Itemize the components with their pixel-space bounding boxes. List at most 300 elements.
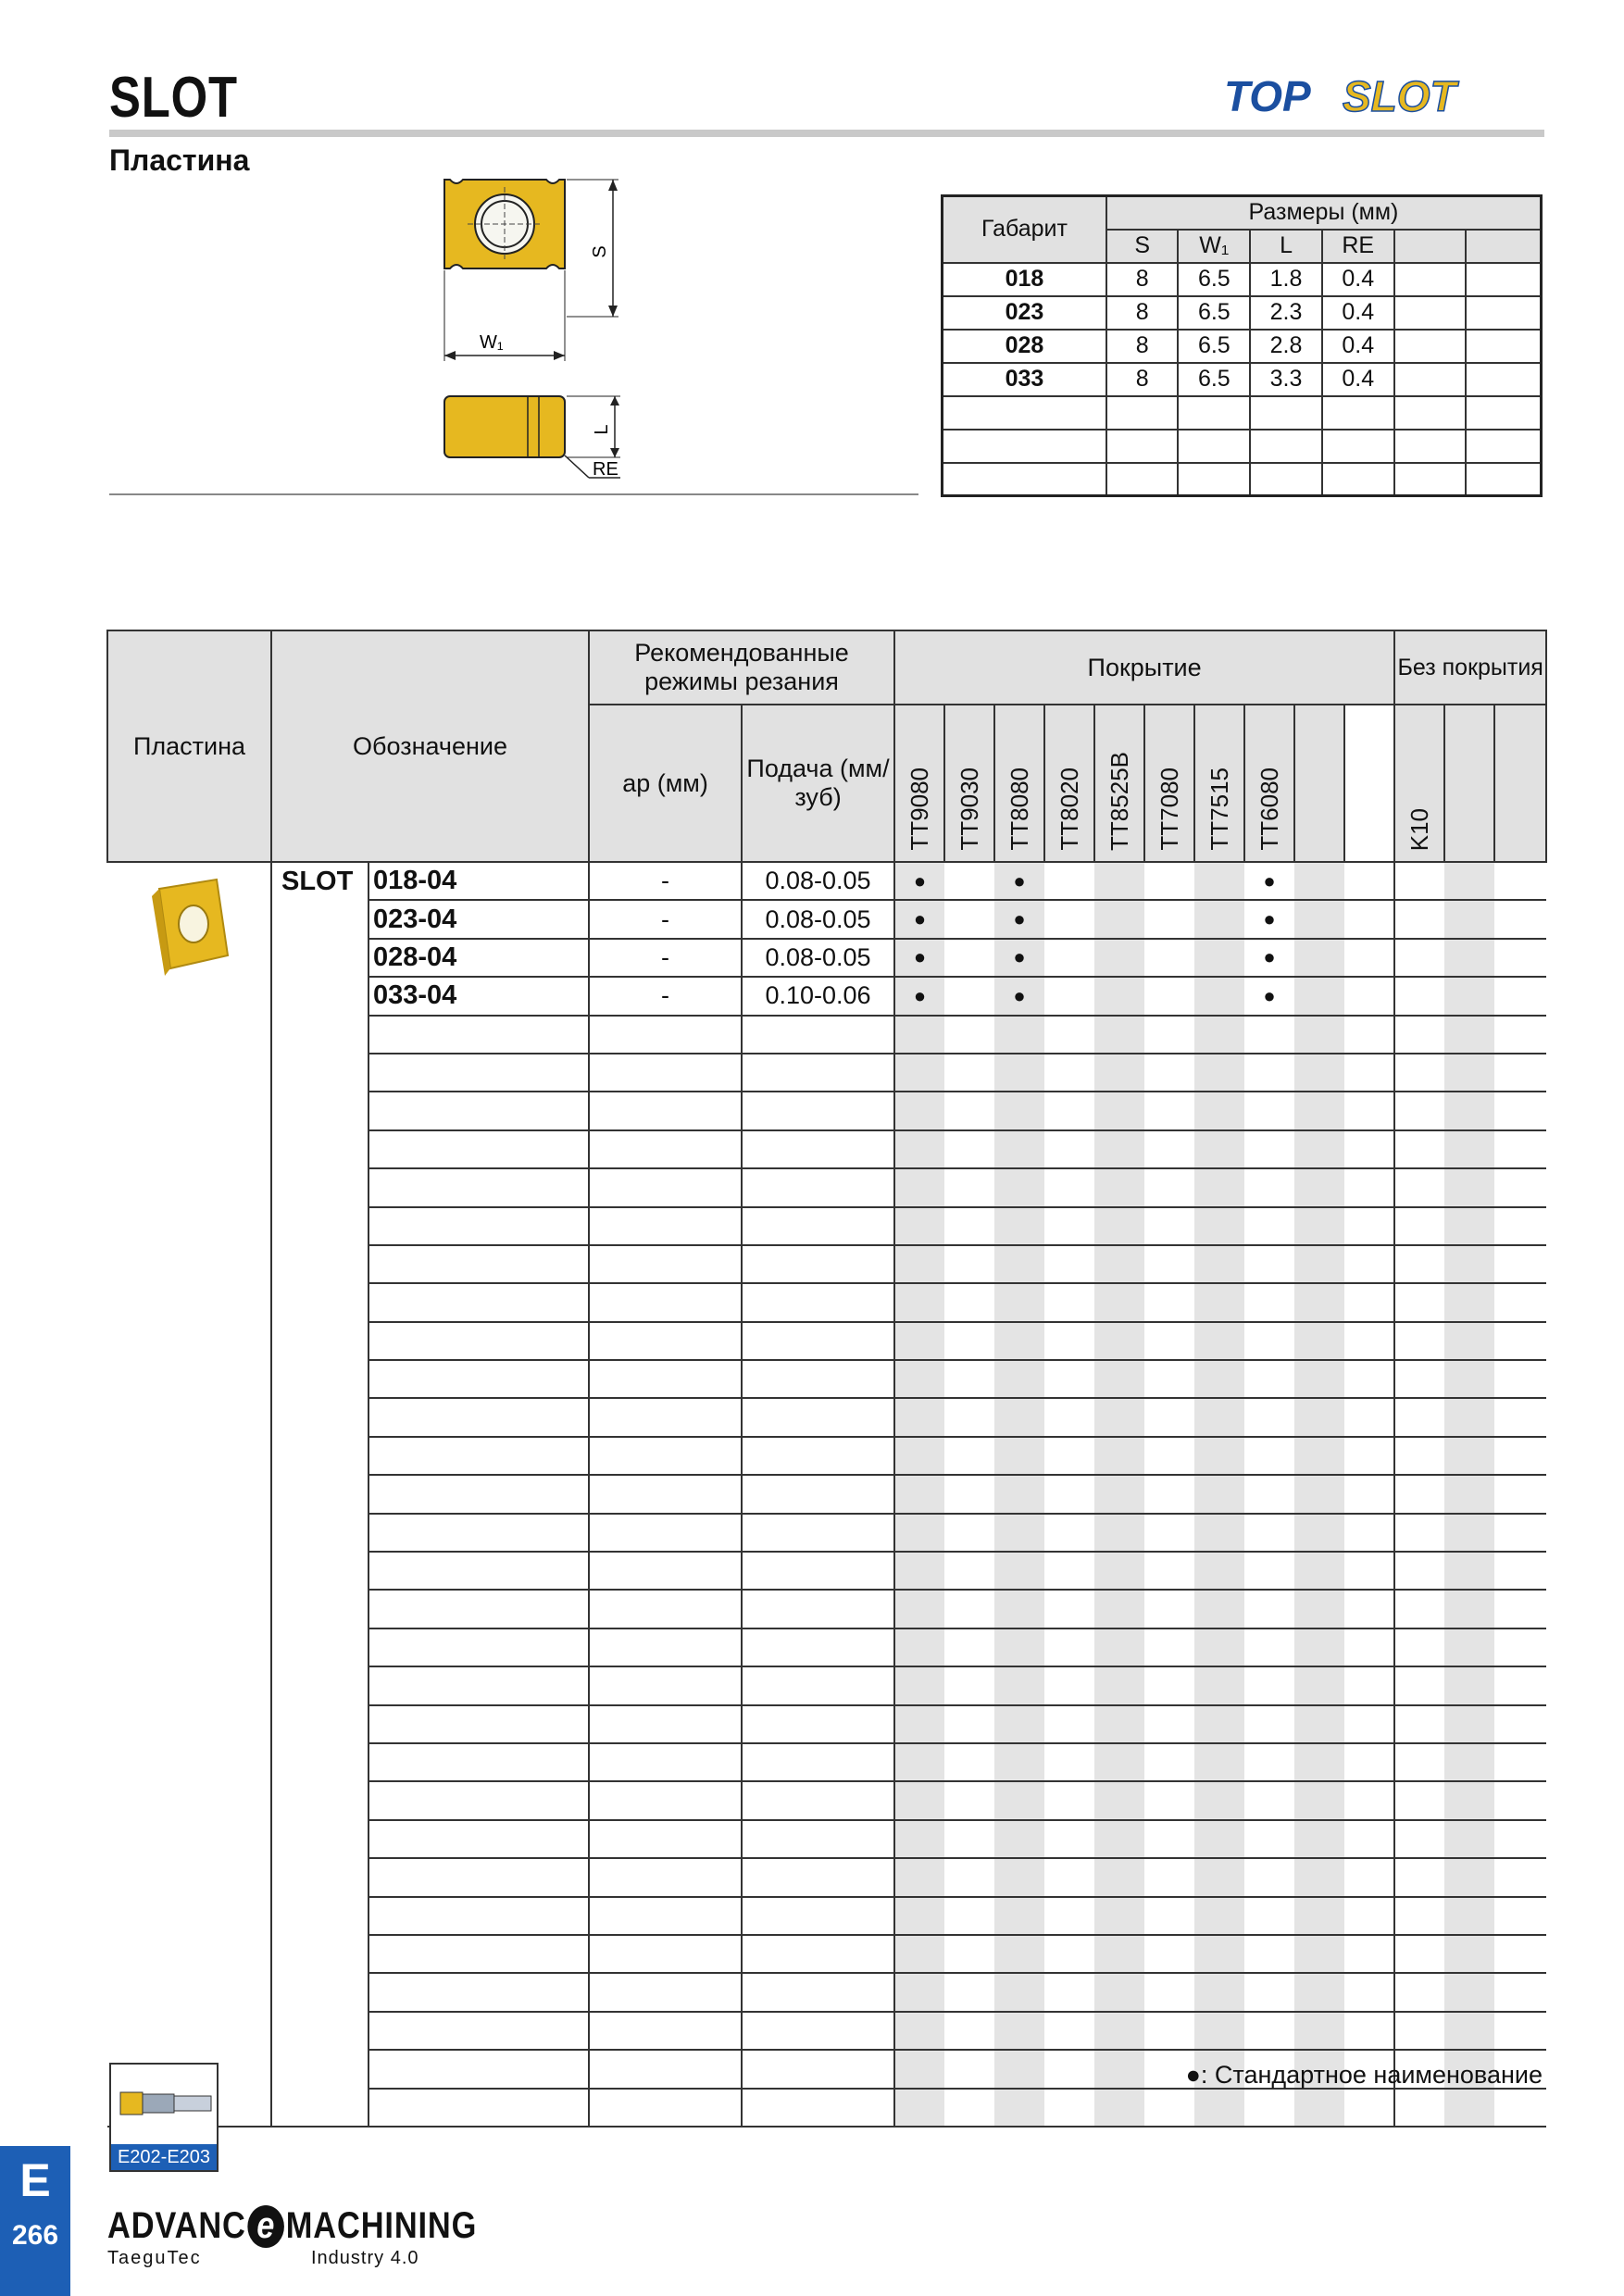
grade-cell	[894, 2012, 944, 2050]
grade-cell	[1094, 1781, 1144, 1819]
grade-tt9080: TT9080	[894, 705, 944, 862]
grade-cell	[1144, 1054, 1194, 1092]
grade-tt8080: TT8080	[994, 705, 1044, 862]
grade-k10: K10	[1394, 705, 1444, 862]
grade-cell	[944, 1016, 994, 1054]
grade-cell	[1294, 1743, 1344, 1781]
grade-cell	[1394, 1245, 1444, 1283]
dims-row	[943, 363, 1542, 396]
brand-text-a: ADVANC	[107, 2205, 246, 2246]
grade-cell	[1194, 1973, 1244, 2011]
grade-cell	[894, 1705, 944, 1743]
grade-cell	[1444, 1705, 1494, 1743]
availability-dot: ●	[894, 900, 944, 938]
grade-cell	[1294, 1897, 1344, 1935]
brand-company: TaeguTec	[107, 2248, 202, 2268]
grade-cell	[1044, 2050, 1094, 2088]
grade-cell	[1044, 1935, 1094, 1973]
grade-cell	[1244, 2089, 1294, 2127]
dims-col-l: L	[1250, 230, 1322, 263]
grade-cell	[1244, 1360, 1294, 1398]
grade-cell	[1444, 1781, 1494, 1819]
grade-cell	[944, 1973, 994, 2011]
grade-cell	[944, 1398, 994, 1436]
grade-cell	[1144, 1130, 1194, 1168]
grade-cell	[1394, 1705, 1444, 1743]
grade-cell	[1394, 2089, 1444, 2127]
grade-cell	[1494, 1590, 1546, 1628]
grade-cell	[944, 1552, 994, 1590]
grade-cell	[1494, 977, 1546, 1015]
grade-cell	[994, 2089, 1044, 2127]
grade-cell	[1244, 1858, 1294, 1896]
grade-cell	[1344, 900, 1394, 938]
grade-cell	[994, 2012, 1044, 2050]
designation-cell: 033-04	[369, 977, 589, 1015]
designation-cell	[369, 2050, 589, 2088]
dims-cell-s: 8	[1106, 296, 1179, 330]
ap-cell	[589, 1322, 742, 1360]
dims-cell-l: 2.3	[1250, 296, 1322, 330]
grade-cell	[1344, 1245, 1394, 1283]
designation-cell	[369, 1666, 589, 1704]
grade-cell	[894, 1016, 944, 1054]
brand-tagline: Industry 4.0	[311, 2248, 419, 2268]
ap-cell	[589, 1054, 742, 1092]
topslot-logo	[1224, 67, 1539, 124]
grade-cell	[1344, 862, 1394, 900]
grade-cell	[1444, 1207, 1494, 1245]
designation-cell	[369, 1207, 589, 1245]
grade-cell	[944, 1168, 994, 1206]
grade-cell	[994, 1628, 1044, 1666]
ap-cell	[589, 1245, 742, 1283]
grade-cell	[1444, 862, 1494, 900]
grade-cell	[1144, 1437, 1194, 1475]
grade-cell	[1444, 900, 1494, 938]
dims-col-s: S	[1106, 230, 1179, 263]
grade-cell	[1094, 862, 1144, 900]
grade-cell	[1494, 2089, 1546, 2127]
grade-cell	[1144, 900, 1194, 938]
grade-cell	[1094, 1245, 1144, 1283]
ap-cell	[589, 1973, 742, 2011]
grade-cell	[994, 1092, 1044, 1129]
grade-cell	[1244, 1514, 1294, 1552]
dims-col-re: RE	[1322, 230, 1394, 263]
designation-cell	[369, 1552, 589, 1590]
grade-cell	[1244, 1552, 1294, 1590]
grade-cell	[1044, 1016, 1094, 1054]
grade-cell	[994, 1322, 1044, 1360]
grade-cell	[1444, 2012, 1494, 2050]
grade-cell	[1194, 939, 1244, 977]
dims-empty-row	[943, 430, 1542, 463]
designation-cell	[369, 1514, 589, 1552]
grade-cell	[944, 1054, 994, 1092]
grade-cell	[1244, 1820, 1294, 1858]
dims-cell-s: 8	[1106, 363, 1179, 396]
tool-reference-link[interactable]: E202-E203	[111, 2144, 217, 2170]
grade-cell	[1094, 1705, 1144, 1743]
ap-cell	[589, 1552, 742, 1590]
grade-cell	[944, 1322, 994, 1360]
grade-cell	[1294, 1130, 1344, 1168]
grade-cell	[1344, 1475, 1394, 1513]
grade-cell	[944, 1743, 994, 1781]
grade-cell	[1344, 1781, 1394, 1819]
grade-cell	[1494, 1552, 1546, 1590]
grade-cell	[1244, 1207, 1294, 1245]
feed-cell	[742, 1935, 894, 1973]
designation-cell	[369, 1283, 589, 1321]
grade-cell	[1344, 1973, 1394, 2011]
grade-cell	[1444, 1016, 1494, 1054]
grade-cell	[1494, 1897, 1546, 1935]
grade-cell	[1194, 2012, 1244, 2050]
grade-cell	[1144, 1590, 1194, 1628]
grade-cell	[1394, 1168, 1444, 1206]
grade-cell	[1394, 1897, 1444, 1935]
grade-cell	[1394, 1475, 1444, 1513]
grade-cell	[1144, 1552, 1194, 1590]
grade-cell	[1394, 1781, 1444, 1819]
grade-cell	[1094, 1973, 1144, 2011]
grade-cell	[1294, 1092, 1344, 1129]
grade-cell	[1394, 1590, 1444, 1628]
grade-cell	[1294, 1475, 1344, 1513]
grade-cell	[1044, 939, 1094, 977]
dims-row	[943, 330, 1542, 363]
grade-cell	[1194, 1475, 1244, 1513]
grade-cell	[1194, 1552, 1244, 1590]
ap-cell	[589, 1475, 742, 1513]
brand-text-b: MACHINING	[285, 2205, 478, 2246]
grade-cell	[1494, 2012, 1546, 2050]
grade-cell	[1194, 1168, 1244, 1206]
grade-cell	[1244, 1168, 1294, 1206]
ap-cell	[589, 2012, 742, 2050]
ap-cell	[589, 1283, 742, 1321]
grade-cell	[1394, 1398, 1444, 1436]
grade-cell	[1294, 1398, 1344, 1436]
grade-cell	[1494, 900, 1546, 938]
grade-cell	[994, 1475, 1044, 1513]
grade-cell	[1494, 939, 1546, 977]
grade-cell	[1044, 1322, 1094, 1360]
designation-cell	[369, 1820, 589, 1858]
grade-cell	[1294, 1705, 1344, 1743]
grade-cell	[1144, 1628, 1194, 1666]
grade-cell	[894, 1322, 944, 1360]
header-rule	[109, 130, 1544, 137]
feed-cell	[742, 1016, 894, 1054]
logo-text-top: TOP	[1224, 72, 1311, 120]
grade-cell	[1144, 1398, 1194, 1436]
grade-cell	[1494, 1781, 1546, 1819]
col-cutting: Рекомендованные режимы резания	[589, 630, 894, 705]
grade-cell	[1094, 2012, 1144, 2050]
feed-cell	[742, 2089, 894, 2127]
grade-cell	[1244, 1590, 1294, 1628]
grade-cell	[1444, 1475, 1494, 1513]
grade-cell	[1494, 1437, 1546, 1475]
grade-cell	[1244, 1973, 1294, 2011]
grade-cell	[1344, 1552, 1394, 1590]
grade-cell	[1294, 1054, 1344, 1092]
grade-cell	[1194, 1858, 1244, 1896]
ap-cell	[589, 1743, 742, 1781]
grade-cell	[1294, 1590, 1344, 1628]
grade-cell	[1444, 2089, 1494, 2127]
grade-cell	[1144, 1016, 1194, 1054]
grade-cell	[1144, 2089, 1194, 2127]
ap-cell	[589, 1858, 742, 1896]
availability-dot: ●	[994, 977, 1044, 1015]
grade-cell	[1194, 1207, 1244, 1245]
ap-cell	[589, 1437, 742, 1475]
grades-table	[106, 630, 1547, 2128]
grade-cell	[1344, 1858, 1394, 1896]
dims-row	[943, 263, 1542, 296]
grade-empty	[1444, 705, 1494, 862]
grade-cell	[1044, 1743, 1094, 1781]
feed-cell	[742, 1514, 894, 1552]
grade-cell	[1144, 1820, 1194, 1858]
grade-cell	[1294, 1322, 1344, 1360]
grade-cell	[1494, 1092, 1546, 1129]
grade-cell	[1494, 1705, 1546, 1743]
grade-cell	[1044, 1398, 1094, 1436]
grade-cell	[1244, 1283, 1294, 1321]
grade-cell	[1144, 1935, 1194, 1973]
grade-cell	[1494, 1130, 1546, 1168]
grade-cell	[1394, 1628, 1444, 1666]
dims-cell-re: 0.4	[1322, 363, 1394, 396]
designation-cell	[369, 1973, 589, 2011]
grade-cell	[1094, 1130, 1144, 1168]
grade-cell	[1344, 1590, 1394, 1628]
grade-cell	[1244, 1322, 1294, 1360]
grade-cell	[1394, 1552, 1444, 1590]
grade-cell	[894, 1743, 944, 1781]
grade-cell	[1344, 1897, 1394, 1935]
dims-cell-l: 1.8	[1250, 263, 1322, 296]
feed-cell	[742, 1283, 894, 1321]
dims-cell-size: 033	[943, 363, 1106, 396]
grade-cell	[1044, 1628, 1094, 1666]
grade-cell	[1444, 1322, 1494, 1360]
grade-cell	[1144, 1245, 1194, 1283]
grade-cell	[1344, 2089, 1394, 2127]
grade-cell	[1094, 1743, 1144, 1781]
grade-cell	[894, 1283, 944, 1321]
grade-cell	[1144, 1666, 1194, 1704]
dims-cell-l: 3.3	[1250, 363, 1322, 396]
grade-cell	[1444, 1858, 1494, 1896]
grade-cell	[1494, 1054, 1546, 1092]
feed-cell	[742, 1552, 894, 1590]
grade-cell	[1194, 1820, 1244, 1858]
grade-cell	[1294, 1283, 1344, 1321]
grade-cell	[994, 1743, 1044, 1781]
grade-cell	[1044, 1092, 1094, 1129]
ap-cell	[589, 1016, 742, 1054]
grade-cell	[894, 1092, 944, 1129]
grade-cell	[1444, 939, 1494, 977]
ap-cell	[589, 1705, 742, 1743]
grade-cell	[1194, 1054, 1244, 1092]
grade-cell	[1394, 1283, 1444, 1321]
grade-cell	[1044, 1437, 1094, 1475]
grade-cell	[944, 1590, 994, 1628]
grade-cell	[1044, 1858, 1094, 1896]
grade-cell	[1244, 1935, 1294, 1973]
grade-cell	[1394, 1054, 1444, 1092]
feed-cell	[742, 1590, 894, 1628]
ap-cell	[589, 1360, 742, 1398]
grade-cell	[1494, 862, 1546, 900]
grade-cell	[1394, 2012, 1444, 2050]
dims-cell-size: 018	[943, 263, 1106, 296]
dims-cell-w1: 6.5	[1178, 296, 1250, 330]
designation-cell: 028-04	[369, 939, 589, 977]
grade-cell	[1494, 1628, 1546, 1666]
grade-cell	[1094, 977, 1144, 1015]
grade-cell	[1344, 977, 1394, 1015]
feed-cell: 0.10-0.06	[742, 977, 894, 1015]
designation-cell	[369, 1705, 589, 1743]
grade-cell	[1044, 1054, 1094, 1092]
grade-cell	[1144, 939, 1194, 977]
grades-header-row	[107, 630, 1546, 705]
grade-cell	[1394, 1360, 1444, 1398]
grade-cell	[994, 1781, 1044, 1819]
grade-cell	[1294, 1016, 1344, 1054]
dims-row	[943, 296, 1542, 330]
grade-cell	[894, 1130, 944, 1168]
feed-cell	[742, 1322, 894, 1360]
grade-cell	[1394, 1130, 1444, 1168]
grade-cell	[1294, 1858, 1344, 1896]
designation-cell	[369, 1168, 589, 1206]
grade-cell	[1294, 900, 1344, 938]
dims-empty-row	[943, 396, 1542, 430]
grade-cell	[1094, 1475, 1144, 1513]
grade-cell	[1094, 1552, 1144, 1590]
grade-cell	[1194, 2089, 1244, 2127]
ap-cell	[589, 1820, 742, 1858]
grade-cell	[1294, 1666, 1344, 1704]
designation-cell	[369, 1360, 589, 1398]
grade-cell	[1444, 1628, 1494, 1666]
feed-cell	[742, 1897, 894, 1935]
grade-cell	[1044, 1475, 1094, 1513]
grade-cell	[894, 1054, 944, 1092]
grade-cell	[894, 1437, 944, 1475]
grade-cell	[894, 1360, 944, 1398]
legend-standard: ●: Стандартное наименование	[1185, 2061, 1543, 2089]
feed-cell	[742, 1973, 894, 2011]
grade-cell	[1494, 1973, 1546, 2011]
dims-col-size: Габарит	[943, 196, 1106, 263]
grade-cell	[1094, 2089, 1144, 2127]
grade-cell	[944, 1705, 994, 1743]
grade-cell	[1344, 1054, 1394, 1092]
grade-cell	[944, 1475, 994, 1513]
grade-cell	[1444, 1168, 1494, 1206]
grade-cell	[1294, 1437, 1344, 1475]
grade-cell	[1194, 977, 1244, 1015]
designation-cell	[369, 1092, 589, 1129]
ap-cell: -	[589, 900, 742, 938]
grade-cell	[1394, 1437, 1444, 1475]
grade-cell	[944, 1897, 994, 1935]
feed-cell	[742, 1360, 894, 1398]
grade-cell	[1494, 1743, 1546, 1781]
grade-cell	[1194, 1935, 1244, 1973]
ap-cell	[589, 1666, 742, 1704]
grade-cell	[1094, 1666, 1144, 1704]
availability-dot: ●	[994, 862, 1044, 900]
grade-cell	[1044, 1130, 1094, 1168]
grade-cell	[1044, 1666, 1094, 1704]
grade-cell	[1394, 1514, 1444, 1552]
grade-cell	[1244, 2012, 1294, 2050]
col-coated: Покрытие	[894, 630, 1394, 705]
grade-cell	[1194, 1283, 1244, 1321]
grade-cell	[994, 1245, 1044, 1283]
grade-cell	[994, 1590, 1044, 1628]
drawing-rule	[109, 493, 918, 495]
grade-cell	[1444, 1130, 1494, 1168]
col-insert: Пластина	[107, 630, 271, 862]
grade-cell	[994, 1666, 1044, 1704]
grade-cell	[1144, 1973, 1194, 2011]
grade-cell	[1394, 1858, 1444, 1896]
grade-cell	[1344, 1666, 1394, 1704]
grade-tt9030: TT9030	[944, 705, 994, 862]
grade-cell	[994, 1820, 1044, 1858]
feed-cell	[742, 1168, 894, 1206]
ap-cell	[589, 1207, 742, 1245]
grade-cell	[994, 1207, 1044, 1245]
grade-cell	[1494, 1475, 1546, 1513]
dims-cell-size: 023	[943, 296, 1106, 330]
grade-cell	[1094, 1092, 1144, 1129]
grade-cell	[1444, 1360, 1494, 1398]
grade-cell	[994, 1016, 1044, 1054]
grade-cell	[1044, 1705, 1094, 1743]
col-uncoated: Без покрытия	[1394, 630, 1546, 705]
grade-cell	[1044, 1781, 1094, 1819]
grade-cell	[1444, 1398, 1494, 1436]
grade-cell	[944, 2050, 994, 2088]
ap-cell	[589, 1897, 742, 1935]
grade-tt7080: TT7080	[1144, 705, 1194, 862]
grade-cell	[894, 1590, 944, 1628]
dims-col-empty	[1466, 230, 1541, 263]
grade-cell	[1344, 1360, 1394, 1398]
grade-cell	[1144, 1207, 1194, 1245]
grade-cell	[894, 2089, 944, 2127]
grade-cell	[1294, 1781, 1344, 1819]
designation-cell	[369, 1897, 589, 1935]
grade-cell	[944, 1935, 994, 1973]
grade-cell	[1494, 1398, 1546, 1436]
grade-cell	[1094, 1858, 1144, 1896]
grade-cell	[994, 1054, 1044, 1092]
